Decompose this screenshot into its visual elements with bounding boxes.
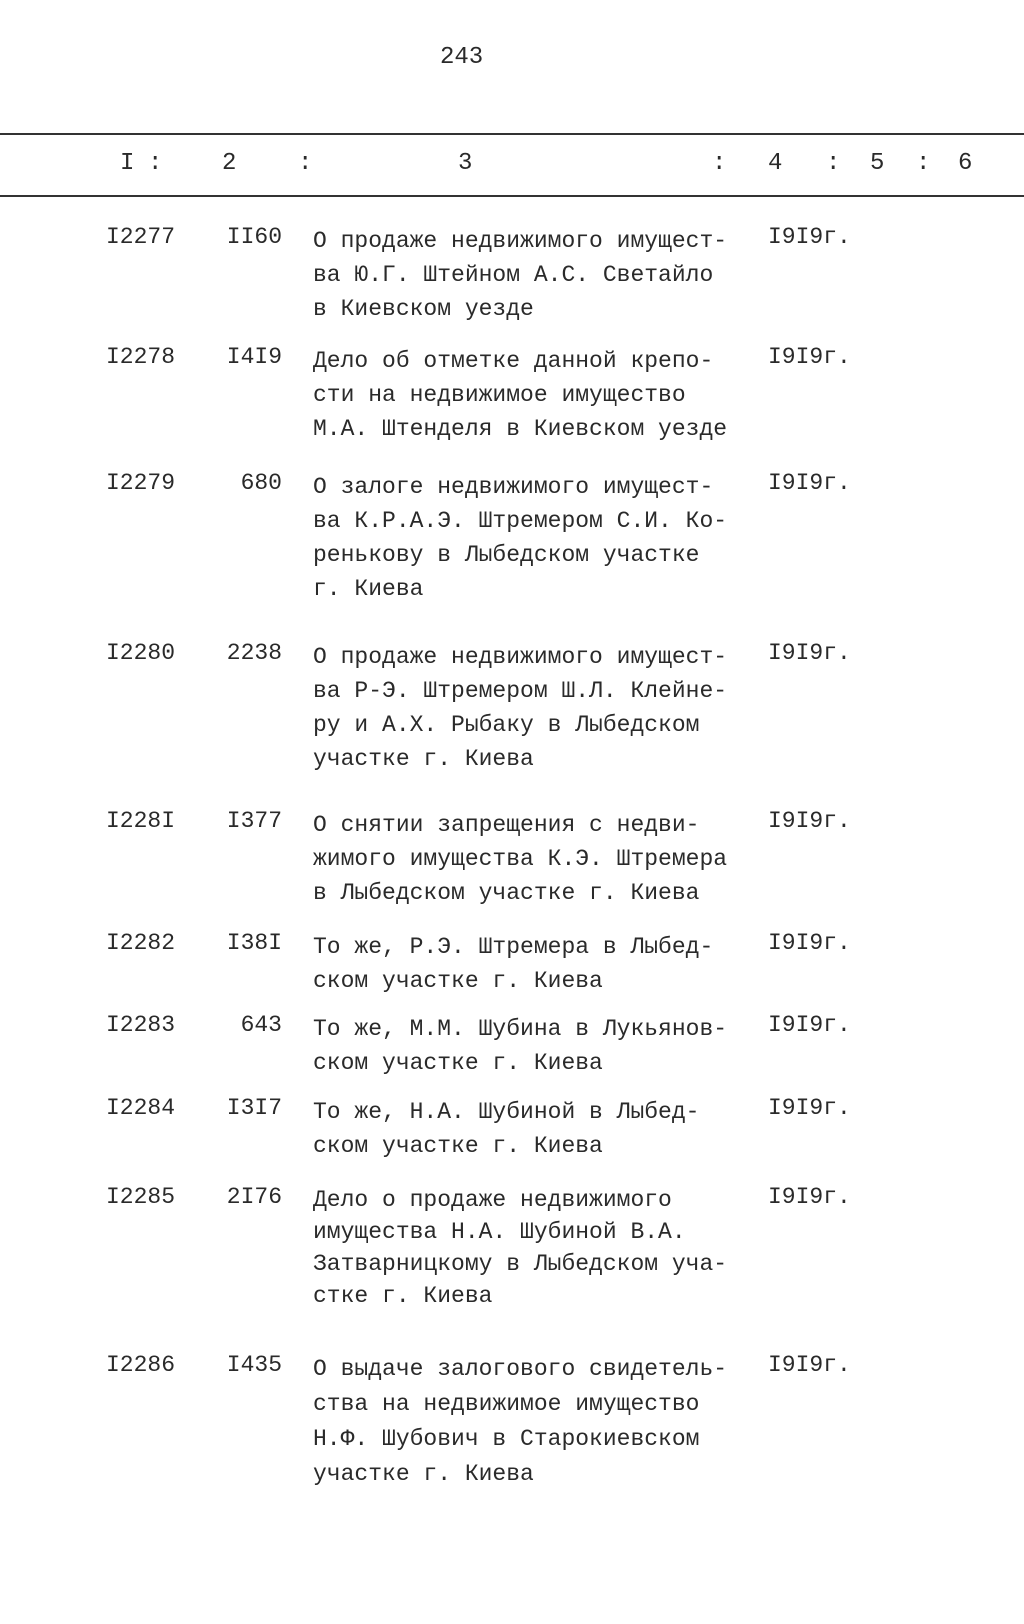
title-line: О выдаче залогового свидетель- — [313, 1356, 728, 1382]
record-title — [313, 930, 763, 998]
title-line: ренькову в Лыбедском участке — [313, 542, 700, 568]
record-number: I2283 — [106, 1012, 176, 1038]
column-separator: : — [712, 150, 727, 177]
title-line: участке г. Киева — [313, 746, 534, 772]
header-top-rule — [0, 133, 1024, 135]
old-record-number: 680 — [240, 470, 282, 496]
record-year: I9I9г. — [768, 1012, 851, 1038]
old-record-number: 643 — [240, 1012, 282, 1038]
column-header-3: 3 — [458, 150, 473, 177]
title-line: участке г. Киева — [313, 1461, 534, 1487]
title-line: стке г. Киева — [313, 1283, 493, 1309]
column-header-6: 6 — [958, 150, 973, 177]
record-number: I2279 — [106, 470, 176, 496]
record-number: I2284 — [106, 1095, 176, 1121]
record-number: I2286 — [106, 1352, 176, 1378]
title-line: ском участке г. Киева — [313, 968, 603, 994]
title-line: в Киевском уезде — [313, 296, 534, 322]
title-line: г. Киева — [313, 576, 424, 602]
record-year: I9I9г. — [768, 930, 851, 956]
old-record-number: II60 — [226, 224, 282, 250]
title-line: ском участке г. Киева — [313, 1133, 603, 1159]
record-year: I9I9г. — [768, 1184, 851, 1210]
column-separator: : — [148, 150, 163, 177]
title-line: То же, Р.Э. Штремера в Лыбед- — [313, 934, 714, 960]
title-line: О продаже недвижимого имущест- — [313, 228, 728, 254]
old-record-number: I377 — [226, 808, 282, 834]
title-line: ва Ю.Г. Штейном А.С. Светайло — [313, 262, 714, 288]
record-title — [313, 1184, 763, 1312]
record-year: I9I9г. — [768, 470, 851, 496]
record-number: I2282 — [106, 930, 176, 956]
record-title — [313, 1095, 763, 1163]
record-year: I9I9г. — [768, 640, 851, 666]
column-header-5: 5 — [870, 150, 885, 177]
column-header-4: 4 — [768, 150, 783, 177]
record-year: I9I9г. — [768, 1352, 851, 1378]
old-record-number: I38I — [226, 930, 282, 956]
title-line: жимого имущества К.Э. Штремера — [313, 846, 728, 872]
title-line: ва Р-Э. Штремером Ш.Л. Клейне- — [313, 678, 728, 704]
column-header-1: I — [120, 150, 135, 177]
page-number: 243 — [440, 44, 484, 71]
old-record-number: I3I7 — [226, 1095, 282, 1121]
record-title — [313, 344, 763, 446]
record-title — [313, 1012, 763, 1080]
record-year: I9I9г. — [768, 344, 851, 370]
old-record-number: 2238 — [226, 640, 282, 666]
record-title — [313, 808, 763, 910]
title-line: ва К.Р.А.Э. Штремером С.И. Ко- — [313, 508, 728, 534]
title-line: О залоге недвижимого имущест- — [313, 474, 714, 500]
record-number: I2280 — [106, 640, 176, 666]
title-line: Дело о продаже недвижимого — [313, 1187, 672, 1213]
column-header-2: 2 — [222, 150, 237, 177]
column-header-row — [0, 150, 1024, 184]
title-line: Затварницкому в Лыбедском уча- — [313, 1251, 728, 1277]
title-line: ру и А.Х. Рыбаку в Лыбедском — [313, 712, 700, 738]
title-line: ском участке г. Киева — [313, 1050, 603, 1076]
header-bottom-rule — [0, 195, 1024, 197]
record-title — [313, 1352, 763, 1492]
title-line: имущества Н.А. Шубиной В.А. — [313, 1219, 686, 1245]
title-line: ства на недвижимое имущество — [313, 1391, 700, 1417]
record-number: I2285 — [106, 1184, 176, 1210]
record-number: I228I — [106, 808, 176, 834]
column-separator: : — [826, 150, 841, 177]
title-line: Н.Ф. Шубович в Старокиевском — [313, 1426, 700, 1452]
record-title — [313, 640, 763, 776]
record-title — [313, 224, 763, 326]
record-number: I2277 — [106, 224, 176, 250]
title-line: То же, Н.А. Шубиной в Лыбед- — [313, 1099, 700, 1125]
title-line: То же, М.М. Шубина в Лукьянов- — [313, 1016, 728, 1042]
title-line: сти на недвижимое имущество — [313, 382, 686, 408]
old-record-number: I435 — [226, 1352, 282, 1378]
record-year: I9I9г. — [768, 224, 851, 250]
title-line: М.А. Штенделя в Киевском уезде — [313, 416, 728, 442]
title-line: Дело об отметке данной крепо- — [313, 348, 714, 374]
old-record-number: 2I76 — [226, 1184, 282, 1210]
title-line: О продаже недвижимого имущест- — [313, 644, 728, 670]
column-separator: : — [916, 150, 931, 177]
column-separator: : — [298, 150, 313, 177]
record-title — [313, 470, 763, 606]
title-line: О снятии запрещения с недви- — [313, 812, 700, 838]
title-line: в Лыбедском участке г. Киева — [313, 880, 700, 906]
record-year: I9I9г. — [768, 808, 851, 834]
record-number: I2278 — [106, 344, 176, 370]
record-year: I9I9г. — [768, 1095, 851, 1121]
old-record-number: I4I9 — [226, 344, 282, 370]
